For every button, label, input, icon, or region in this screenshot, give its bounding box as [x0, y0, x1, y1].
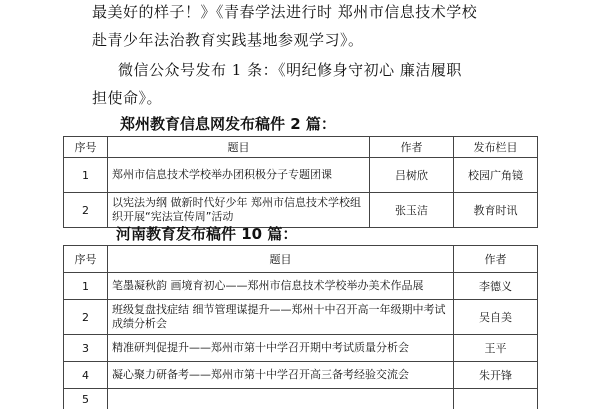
- cell-author: 王平: [454, 335, 538, 362]
- table-row: [64, 335, 538, 362]
- henan-edu-table: [63, 245, 538, 409]
- cell-title: 精准研判促提升——郑州市第十中学召开期中考试质量分析会: [108, 335, 454, 362]
- table-row: [64, 158, 538, 193]
- cell-column: 教育时讯: [454, 193, 538, 228]
- cell-author: 李德义: [454, 273, 538, 300]
- cell-author: [454, 389, 538, 409]
- table-row: [64, 300, 538, 335]
- table-row-partial: [64, 389, 538, 409]
- section1-title: 郑州教育信息网发布稿件 2 篇：: [120, 114, 336, 134]
- cell-title: [108, 389, 454, 409]
- table-row: [64, 193, 538, 228]
- table-row: [64, 273, 538, 300]
- intro-line-1: 最美好的样子！》《青春学法进行时 郑州市信息技术学校: [92, 2, 512, 22]
- cell-column: 校园广角镜: [454, 158, 538, 193]
- cell-title: 凝心聚力研备考——郑州市第十中学召开高三备考经验交流会: [108, 362, 454, 389]
- cell-author: 张玉洁: [370, 193, 454, 228]
- section2-title: 河南教育发布稿件 10 篇：: [116, 224, 297, 244]
- cell-no: 1: [64, 273, 108, 300]
- header-no: 序号: [64, 246, 108, 273]
- cell-author: 吕树欣: [370, 158, 454, 193]
- cell-author: 朱开锋: [454, 362, 538, 389]
- cell-no: 1: [64, 158, 108, 193]
- cell-no: 3: [64, 335, 108, 362]
- header-author: 作者: [454, 246, 538, 273]
- header-title: 题目: [108, 246, 454, 273]
- header-author: 作者: [370, 137, 454, 158]
- wechat-line-2: 担使命》。: [92, 88, 512, 108]
- cell-title: 班级复盘找症结 细节管理谋提升——郑州十中召开高一年级期中考试成绩分析会: [108, 300, 454, 335]
- cell-no: 2: [64, 300, 108, 335]
- table-header-row: [64, 246, 538, 273]
- intro-line-2: 赴青少年法治教育实践基地参观学习》。: [92, 30, 512, 50]
- cell-author: 吴自美: [454, 300, 538, 335]
- table-header-row: [64, 137, 538, 158]
- header-no: 序号: [64, 137, 108, 158]
- cell-no: 4: [64, 362, 108, 389]
- header-column: 发布栏目: [454, 137, 538, 158]
- cell-title: 笔墨凝秋韵 画境育初心——郑州市信息技术学校举办美术作品展: [108, 273, 454, 300]
- zhengzhou-edu-table: [63, 136, 538, 228]
- cell-title: 郑州市信息技术学校举办团积极分子专题团课: [108, 158, 370, 193]
- wechat-line-1: 微信公众号发布 1 条：《明纪修身守初心 廉洁履职: [118, 60, 538, 80]
- cell-title: 以宪法为纲 做新时代好少年 郑州市信息技术学校组织开展“宪法宣传周”活动: [108, 193, 370, 228]
- cell-no: 5: [64, 389, 108, 409]
- cell-no: 2: [64, 193, 108, 228]
- table-row: [64, 362, 538, 389]
- header-title: 题目: [108, 137, 370, 158]
